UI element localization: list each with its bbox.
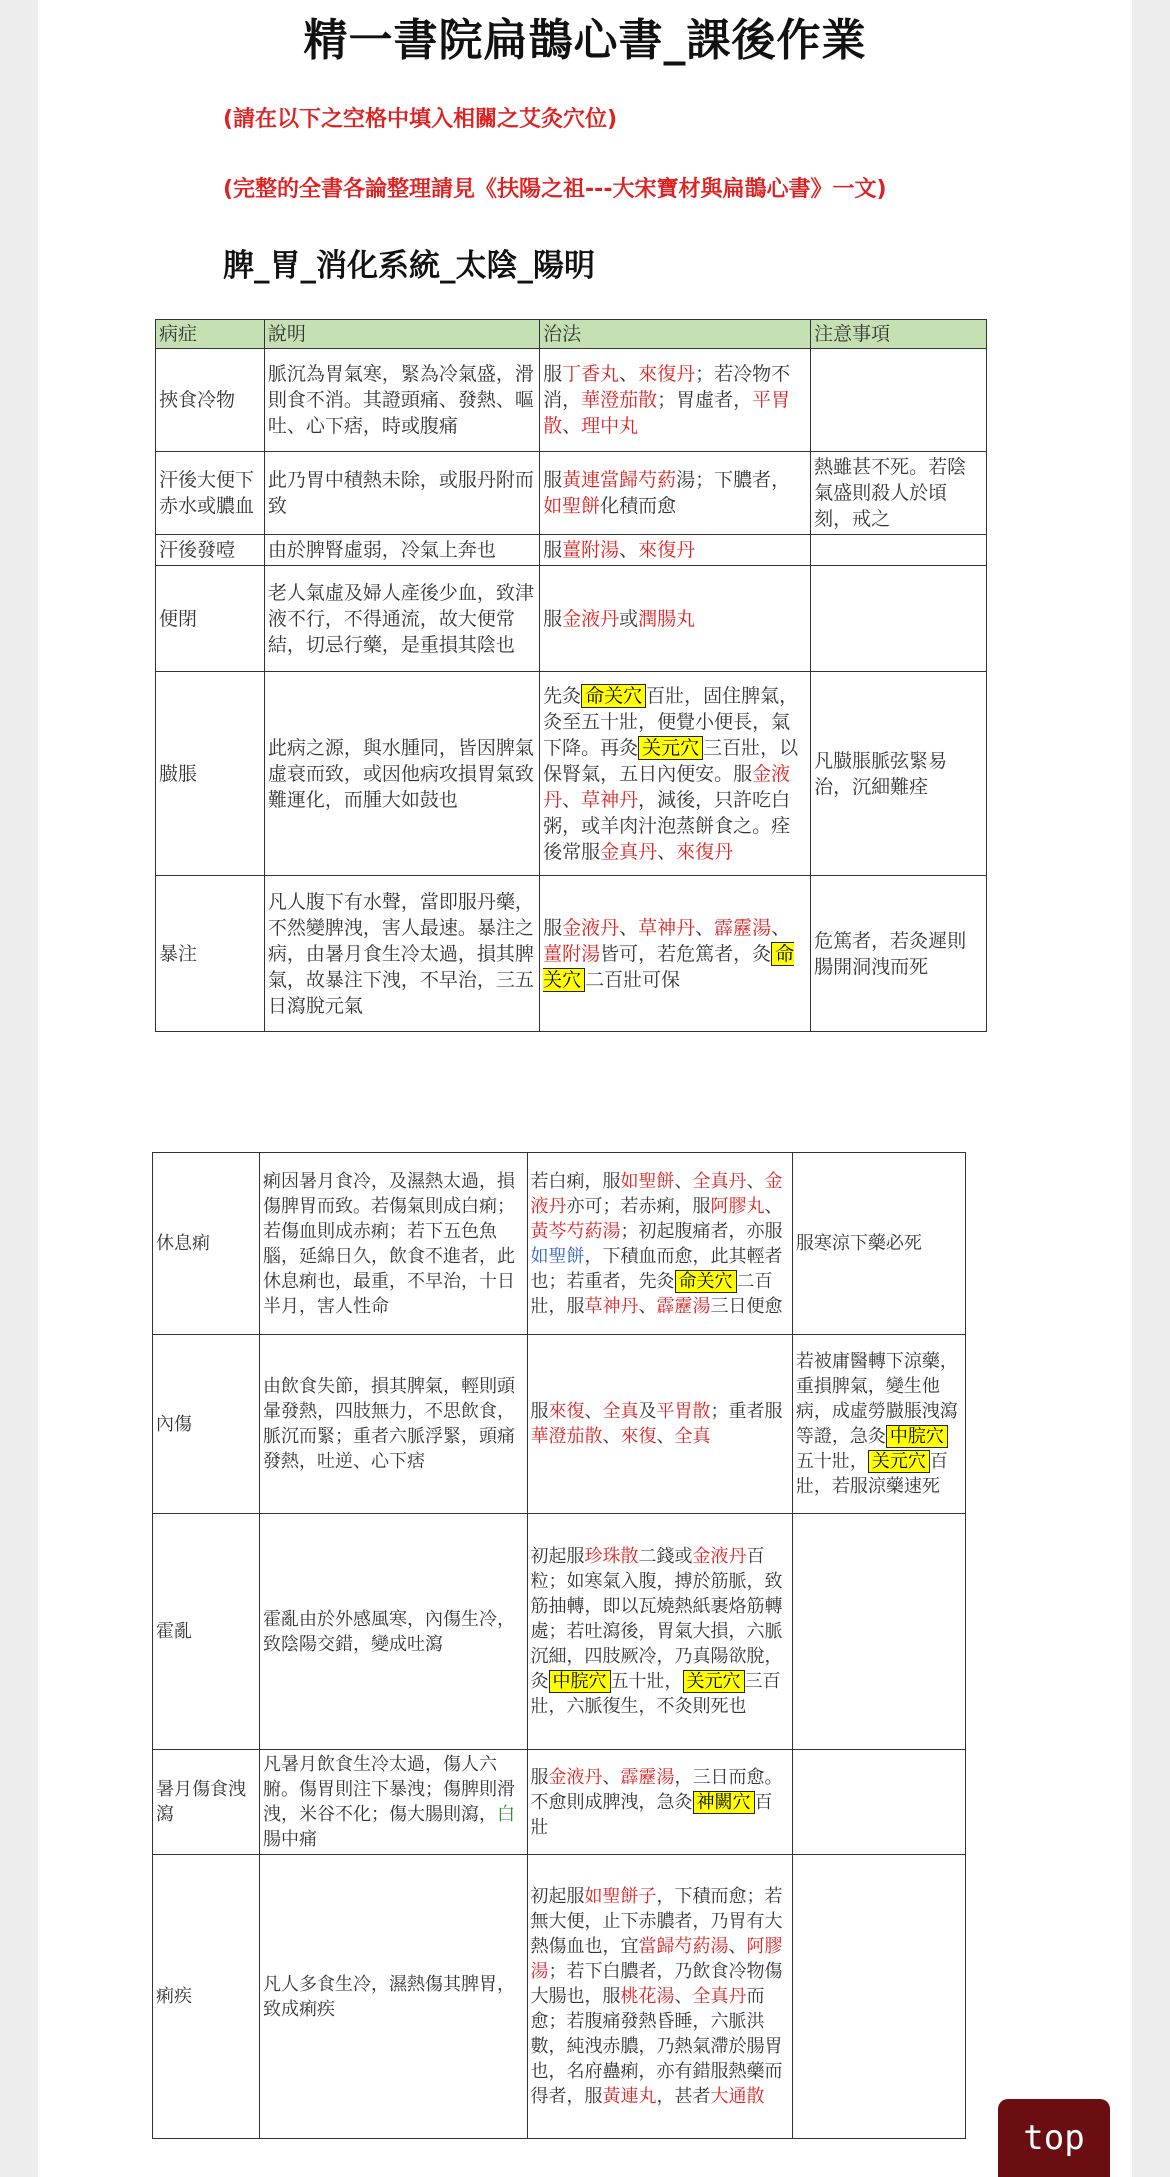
- remedy-name: 全真: [674, 1426, 711, 1447]
- disease-cell: 霍亂: [153, 1514, 260, 1750]
- remedy-name: 草神丹: [581, 788, 639, 811]
- treatment-cell: [527, 1750, 792, 1855]
- disease-cell: 臌脹: [156, 672, 265, 876]
- remedy-name: 如聖餅: [543, 495, 601, 517]
- cell-text: ；胃虛者，: [657, 389, 753, 411]
- remedy-name: 全真: [602, 1401, 639, 1422]
- treatment-cell: [527, 1335, 792, 1514]
- cell-text: 、: [619, 363, 639, 385]
- cell-text: 、: [602, 1766, 621, 1788]
- cell-text: 、: [602, 1426, 621, 1447]
- disease-cell: 汗後發噎: [156, 535, 265, 566]
- cell-text: ，三日而愈。不愈則成脾洩，急灸: [530, 1766, 783, 1813]
- notes-cell: [811, 566, 987, 672]
- colored-text: 白: [497, 1804, 515, 1825]
- cell-text: ；若下白膿者，乃飲食冷物傷大腸也，服: [530, 1961, 783, 2007]
- description-cell: 凡人腹下有水聲，當即服丹藥，不然變脾洩，害人最速。暴注之病，由暑月食生冷太過，損其脾氣，故暴注下洩，不早治，三五日瀉脫元氣: [264, 876, 539, 1032]
- treatment-cell: [540, 535, 811, 566]
- description-cell: 由於脾腎虛弱，冷氣上奔也: [264, 535, 539, 566]
- remedy-name: 華澄茄散: [530, 1426, 603, 1447]
- cell-text: 初起服: [530, 1886, 585, 1907]
- table-row: [156, 349, 987, 452]
- acupoint-highlight: 命关穴: [543, 942, 795, 991]
- remedy-name: 薑附湯: [562, 539, 620, 561]
- remedy-name: 金液丹: [543, 762, 791, 811]
- cell-text: 湯；下膿者，: [676, 469, 791, 491]
- remedy-name: 平胃散: [543, 389, 791, 437]
- table-row: [156, 566, 987, 672]
- remedy-name: 草神丹: [638, 916, 696, 939]
- cell-text: 凡暑月飲食生冷太過，傷人六腑。傷胃則注下暴洩；傷脾則滑洩，米谷不化；傷大腸則瀉，: [263, 1754, 515, 1825]
- notes-cell: [792, 1855, 965, 2139]
- cell-text: 、: [619, 916, 639, 939]
- remedy-name: 黃芩芍葯湯: [530, 1220, 621, 1242]
- table-row: [156, 876, 987, 1032]
- cell-text: 百壯，若服涼藥速死: [795, 1451, 948, 1497]
- cell-text: 、: [771, 916, 791, 939]
- cell-text: 二百壯，服: [530, 1270, 773, 1317]
- remedy-name: 薑附湯: [543, 942, 601, 965]
- treatment-cell: [540, 566, 811, 672]
- table-row: [156, 672, 987, 876]
- cell-text: 腸中痛: [263, 1829, 317, 1850]
- disease-cell: 暴注: [156, 876, 265, 1032]
- disease-cell: 內傷: [153, 1335, 260, 1514]
- description-cell: 凡人多食生冷，濕熱傷其脾胃，致成痢疾: [260, 1855, 528, 2139]
- cell-text: ；初起腹痛者，亦服: [620, 1220, 783, 1242]
- remedy-name: 當歸芍葯湯: [638, 1936, 729, 1957]
- disease-cell: 痢疾: [153, 1855, 260, 2139]
- cell-text: 皆可，若危篤者，灸: [600, 942, 772, 965]
- table-spleen-stomach-continued: [152, 1152, 966, 2139]
- description-cell: 痢因暑月食冷，及濕熱太過，損傷脾胃而致。若傷氣則成白痢；若傷血則成赤痢；若下五色魚腦，延綿日久，飲食不進者，此休息痢也，最重，不早治，十日半月，害人性命: [260, 1153, 528, 1335]
- remedy-name: 如聖餅: [530, 1245, 585, 1267]
- cell-text: 服寒涼下藥必死: [795, 1233, 922, 1254]
- treatment-cell: [540, 452, 811, 535]
- table-header-row: [156, 320, 987, 349]
- remedy-name: 平胃散: [656, 1401, 711, 1422]
- table-row: [153, 1855, 966, 2139]
- cell-text: 先灸: [543, 684, 582, 707]
- cell-text: 若白痢，服: [530, 1170, 621, 1192]
- description-cell: 霍亂由於外感風寒，內傷生冷，致陰陽交錯，變成吐瀉: [260, 1514, 528, 1750]
- remedy-name: 金真丹: [600, 840, 658, 863]
- cell-text: 服: [543, 607, 563, 630]
- acupoint-highlight: 关元穴: [683, 1670, 745, 1693]
- treatment-cell: [540, 349, 811, 452]
- remedy-name: 金液丹: [562, 607, 620, 630]
- cell-text: 、: [728, 1936, 747, 1957]
- cell-text: 化積而愈: [600, 495, 677, 517]
- description-cell: 脈沉為胃氣寒，緊為冷氣盛，滑則食不消。其證頭痛、發熱、嘔吐、心下痞，時或腹痛: [264, 349, 539, 452]
- cell-text: 、: [746, 1170, 765, 1192]
- cell-text: 五十壯，: [795, 1451, 868, 1472]
- page-title: 精一書院扁鵲心書_課後作業: [303, 15, 867, 66]
- instruction-note: (請在以下之空格中填入相關之艾灸穴位): [223, 107, 618, 132]
- cell-text: 二百壯可保: [585, 968, 681, 991]
- notes-cell: [792, 1750, 965, 1855]
- cell-text: 服: [543, 363, 563, 385]
- remedy-name: 來復: [548, 1401, 585, 1422]
- cell-text: 而愈；若腹痛發熱昏睡，六脈洪數，純洩赤膿，乃熱氣滯於腸胃也，名府蠱痢，亦有錯服熱藥而得者，服: [530, 1986, 783, 2107]
- treatment-cell: [540, 876, 811, 1032]
- description-cell: 老人氣虛及婦人產後少血，致津液不行，不得通流，故大便常結，切忌行藥，是重損其陰也: [264, 566, 539, 672]
- header-treatment: 治法: [540, 320, 811, 349]
- remedy-name: 桃花湯: [620, 1986, 675, 2007]
- disease-cell: 暑月傷食洩瀉: [153, 1750, 260, 1855]
- remedy-name: 阿膠丸: [710, 1195, 765, 1217]
- notes-cell: [792, 1514, 965, 1750]
- notes-cell: 熱雖甚不死。若陰氣盛則殺人於頃刻，戒之: [811, 452, 987, 535]
- acupoint-highlight: 命关穴: [581, 684, 646, 708]
- remedy-name: 金液丹: [692, 1546, 747, 1567]
- table-row: [156, 535, 987, 566]
- notes-cell: [792, 1335, 965, 1514]
- cell-text: 若被庸醫轉下涼藥，重損脾氣，變生他病，成虛勞臌脹洩瀉等證，急灸: [795, 1351, 958, 1447]
- disease-cell: 便閉: [156, 566, 265, 672]
- remedy-name: 大通散: [710, 2086, 765, 2107]
- notes-cell: [792, 1153, 965, 1335]
- description-cell: [260, 1750, 528, 1855]
- cell-text: 三百壯，六脈復生，不灸則死也: [530, 1671, 781, 1717]
- remedy-name: 如聖餅: [620, 1170, 675, 1192]
- acupoint-highlight: 关元穴: [868, 1450, 930, 1473]
- table-row: [153, 1153, 966, 1335]
- header-description: 說明: [264, 320, 539, 349]
- cell-text: 三百壯，以保腎氣，五日內便安。服: [543, 736, 799, 785]
- remedy-name: 全真丹: [692, 1986, 747, 2007]
- table-row: [153, 1514, 966, 1750]
- cell-text: 、: [764, 1195, 783, 1217]
- cell-text: 及: [638, 1401, 657, 1422]
- section-subtitle: 脾_胃_消化系統_太陰_陽明: [223, 248, 595, 284]
- notes-cell: [811, 535, 987, 566]
- remedy-name: 來復丹: [638, 363, 696, 385]
- remedy-name: 金液丹: [530, 1170, 783, 1217]
- cell-text: 百壯，固住脾氣，灸至五十壯，便覺小便長，氣下降。再灸: [543, 684, 799, 759]
- cell-text: 服: [543, 916, 563, 939]
- treatment-cell: [527, 1514, 792, 1750]
- cell-text: 、: [656, 1426, 675, 1447]
- description-cell: 由飲食失節，損其脾氣，輕則頭暈發熱，四肢無力，不思飲食，脈沉而緊；重者六脈浮緊，頭痛發熱，吐逆、心下痞: [260, 1335, 528, 1514]
- cell-text: 初起服: [530, 1546, 585, 1567]
- description-cell: 此病之源，與水腫同，皆因脾氣虛衰而致，或因他病攻損胃氣致難運化，而腫大如鼓也: [264, 672, 539, 876]
- cell-text: ，下積而愈；若無大便，止下赤膿者，乃胃有大熱傷血也，宜: [530, 1886, 783, 1957]
- notes-cell: [811, 349, 987, 452]
- cell-text: 五十壯，: [610, 1671, 683, 1692]
- remedy-name: 阿膠湯: [530, 1936, 783, 1982]
- acupoint-highlight: 中脘穴: [886, 1425, 948, 1448]
- cell-text: 百粒；如寒氣入腹，搏於筋脈，致筋抽轉，即以瓦燒熱紙裹烙筋轉處；若吐瀉後，胃氣大損，六脈沉細，四肢厥冷，乃真陽欲脫，灸: [530, 1546, 783, 1692]
- cell-text: ，甚者: [656, 2086, 711, 2107]
- cell-text: 亦可；若赤痢，服: [566, 1195, 711, 1217]
- cell-text: 三日便愈: [710, 1295, 783, 1317]
- notes-cell: 危篤者，若灸遲則腸開洞洩而死: [811, 876, 987, 1032]
- reference-note: (完整的全書各論整理請見《扶陽之祖---大宋寶材與扁鵲心書》一文): [223, 177, 887, 202]
- cell-text: 、: [657, 840, 677, 863]
- header-notes: 注意事項: [811, 320, 987, 349]
- cell-text: 二錢或: [638, 1546, 693, 1567]
- cell-text: 、: [562, 788, 582, 811]
- remedy-name: 潤腸丸: [638, 607, 696, 630]
- remedy-name: 霹靂湯: [714, 916, 772, 939]
- acupoint-highlight: 命关穴: [675, 1270, 737, 1293]
- remedy-name: 霹靂湯: [620, 1766, 675, 1788]
- remedy-name: 黃連丸: [602, 2086, 657, 2107]
- remedy-name: 金液丹: [548, 1766, 603, 1788]
- notes-cell: 凡臌脹脈弦緊易治，沉細難痊: [811, 672, 987, 876]
- remedy-name: 金液丹: [562, 916, 620, 939]
- remedy-name: 如聖餅子: [584, 1886, 657, 1907]
- disease-cell: 汗後大便下赤水或膿血: [156, 452, 265, 535]
- cell-text: 、: [619, 539, 639, 561]
- cell-text: 、: [562, 415, 582, 437]
- remedy-name: 華澄茄散: [581, 389, 658, 411]
- cell-text: ；若冷物不消，: [543, 363, 791, 411]
- table-row: [156, 452, 987, 535]
- cell-text: 或: [619, 607, 639, 630]
- acupoint-highlight: 神闕穴: [693, 1791, 755, 1814]
- table-row: [153, 1750, 966, 1855]
- acupoint-highlight: 关元穴: [638, 736, 703, 760]
- cell-text: ；重者服: [710, 1401, 783, 1422]
- cell-text: 服: [530, 1401, 549, 1422]
- cell-text: 、: [584, 1401, 603, 1422]
- remedy-name: 來復丹: [676, 840, 734, 863]
- cell-text: 、: [695, 916, 715, 939]
- treatment-cell: [527, 1153, 792, 1335]
- treatment-cell: [527, 1855, 792, 2139]
- cell-text: ，下積血而愈，此其輕者也；若重者，先灸: [530, 1245, 783, 1292]
- remedy-name: 來復: [620, 1426, 657, 1447]
- remedy-name: 霹靂湯: [656, 1295, 711, 1317]
- cell-text: 百壯: [530, 1791, 773, 1838]
- description-cell: 此乃胃中積熱未除，或服丹附而致: [264, 452, 539, 535]
- disease-cell: 挾食冷物: [156, 349, 265, 452]
- cell-text: 、: [674, 1170, 693, 1192]
- remedy-name: 黃連當歸芍葯: [562, 469, 677, 491]
- cell-text: 服: [543, 469, 563, 491]
- remedy-name: 丁香丸: [562, 363, 620, 385]
- cell-text: 服: [530, 1766, 549, 1788]
- cell-text: 、: [674, 1986, 693, 2007]
- acupoint-highlight: 中脘穴: [549, 1670, 611, 1693]
- remedy-name: 草神丹: [584, 1295, 639, 1317]
- back-to-top-button[interactable]: top: [998, 2099, 1110, 2177]
- remedy-name: 來復丹: [638, 539, 696, 561]
- cell-text: 服: [543, 539, 563, 561]
- disease-cell: 休息痢: [153, 1153, 260, 1335]
- cell-text: 、: [638, 1295, 657, 1317]
- table-row: [153, 1335, 966, 1514]
- table-spleen-stomach: [155, 319, 987, 1032]
- cell-text: ，減後，只許吃白粥，或羊肉汁泡蒸餅食之。痊後常服: [543, 788, 791, 863]
- treatment-cell: [540, 672, 811, 876]
- remedy-name: 珍珠散: [584, 1546, 639, 1567]
- remedy-name: 理中丸: [581, 415, 639, 437]
- header-disease: 病症: [156, 320, 265, 349]
- remedy-name: 全真丹: [692, 1170, 747, 1192]
